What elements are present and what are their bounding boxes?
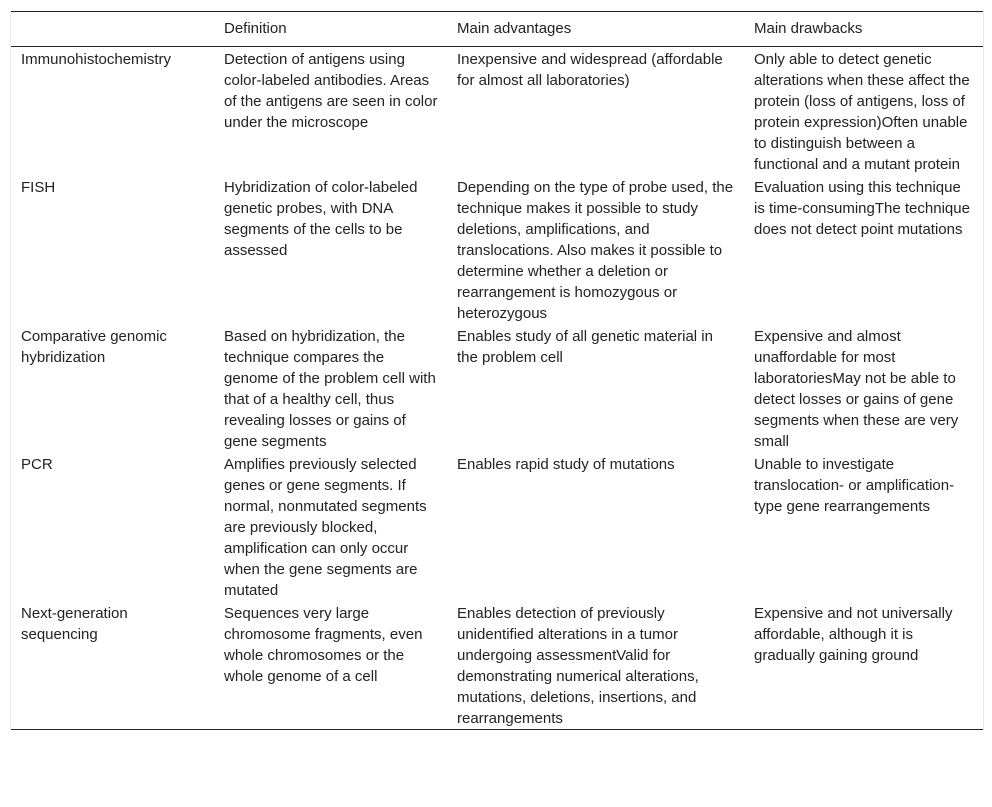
- definition-cell: Amplifies previously selected genes or gene segments. If normal, nonmutated segments are previously blocked, amplification can only occur when the gene segments are mutated: [224, 456, 427, 599]
- technique-cell: Comparative genomic hybridization: [21, 328, 167, 366]
- technique-cell: FISH: [21, 179, 56, 196]
- header-definition: Definition: [224, 20, 287, 37]
- advantages-cell: Enables rapid study of mutations: [457, 456, 675, 473]
- drawbacks-cell: Unable to investigate translocation- or amplification-type gene rearrangements: [754, 456, 955, 515]
- header-advantages: Main advantages: [457, 20, 572, 37]
- table-row: [11, 452, 983, 601]
- advantages-cell: Enables detection of previously unidentified alterations in a tumor undergoing assessmentValid for demonstrating numerical alterations, mutations, deletions, insertions, and rearrangements: [457, 605, 699, 727]
- table-header: [11, 12, 983, 47]
- comparison-table-container: [10, 11, 984, 730]
- drawbacks-cell: Evaluation using this technique is time-consumingThe technique does not detect point mutations: [754, 179, 970, 238]
- definition-cell: Sequences very large chromosome fragments, even whole chromosomes or the whole genome of a cell: [224, 605, 423, 685]
- table-row: [11, 601, 983, 730]
- technique-cell: Immunohistochemistry: [21, 51, 172, 68]
- header-row: [11, 12, 983, 47]
- table-row: [11, 175, 983, 324]
- advantages-cell: Depending on the type of probe used, the technique makes it possible to study deletions, amplifications, and translocations. Also makes it possible to determine whether a deletion or rearrangement is homozygous or heterozygous: [457, 179, 734, 322]
- definition-cell: Hybridization of color-labeled genetic probes, with DNA segments of the cells to be assessed: [224, 179, 418, 259]
- definition-cell: Detection of antigens using color-labeled antibodies. Areas of the antigens are seen in color under the microscope: [224, 51, 438, 131]
- techniques-comparison-table: [11, 11, 983, 730]
- header-technique: [11, 12, 214, 47]
- drawbacks-cell: Only able to detect genetic alterations when these affect the protein (loss of antigens, loss of protein expression)Often unable to distinguish between a functional and a mutant protein: [754, 51, 970, 173]
- table-body: [11, 47, 983, 730]
- header-drawbacks: Main drawbacks: [754, 20, 863, 37]
- advantages-cell: Inexpensive and widespread (affordable for almost all laboratories): [457, 51, 723, 89]
- drawbacks-cell: Expensive and almost unaffordable for most laboratoriesMay not be able to detect losses or gains of gene segments when these are very small: [754, 328, 959, 450]
- drawbacks-cell: Expensive and not universally affordable, although it is gradually gaining ground: [754, 605, 953, 664]
- table-row: [11, 324, 983, 452]
- technique-cell: PCR: [21, 456, 53, 473]
- technique-cell: Next-generation sequencing: [21, 605, 128, 643]
- definition-cell: Based on hybridization, the technique compares the genome of the problem cell with that of a healthy cell, thus revealing losses or gains of gene segments: [224, 328, 436, 450]
- advantages-cell: Enables study of all genetic material in the problem cell: [457, 328, 713, 366]
- table-row: [11, 47, 983, 176]
